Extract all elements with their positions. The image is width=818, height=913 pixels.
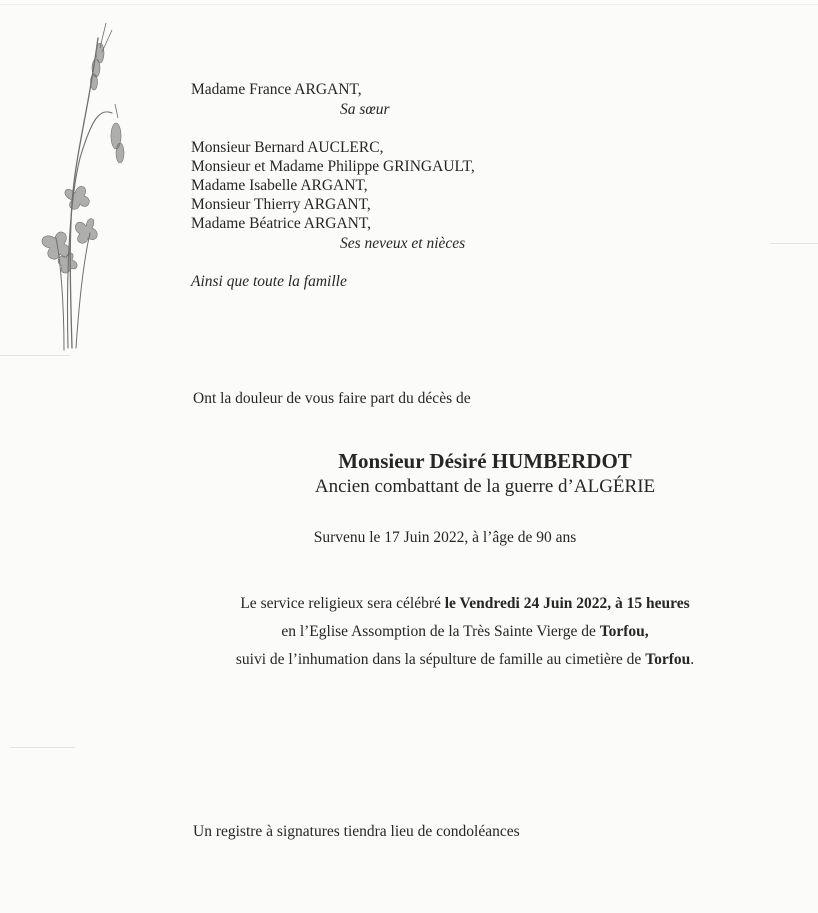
list-item: Monsieur et Madame Philippe GRINGAULT, — [191, 158, 475, 175]
deceased-title: Ancien combattant de la guerre d’ALGÉRIE — [314, 476, 656, 497]
deceased-name: Monsieur Désiré HUMBERDOT — [338, 449, 632, 473]
service-town: Torfou, — [599, 623, 649, 640]
list-item: Monsieur Thierry ARGANT, — [191, 196, 371, 213]
service-line-1 — [120, 594, 810, 613]
announcement-intro: Ont la douleur de vous faire part du décès de — [193, 390, 471, 407]
service-text: Le service religieux sera célébré — [240, 595, 445, 612]
death-info: Survenu le 17 Juin 2022, à l’âge de 90 ans — [313, 529, 577, 546]
service-punctuation: . — [690, 651, 695, 668]
sister-relation: Sa sœur — [340, 101, 390, 118]
service-datetime: le Vendredi 24 Juin 2022, à 15 heures — [444, 595, 690, 612]
wheat-flower-icon — [20, 18, 140, 358]
service-text: suivi de l’inhumation dans la sépulture de famille au cimetière de — [235, 651, 646, 668]
service-line-2 — [120, 622, 810, 641]
service-line-3 — [120, 650, 810, 669]
service-text: en l’Eglise Assomption de la Très Sainte Vierge de — [281, 623, 600, 640]
scan-line — [10, 747, 75, 748]
sister-name: Madame France ARGANT, — [191, 81, 362, 98]
nephews-relation: Ses neveux et nièces — [340, 235, 466, 252]
list-item: Madame Béatrice ARGANT, — [191, 215, 372, 232]
family-note: Ainsi que toute la famille — [191, 273, 347, 290]
scan-line — [770, 243, 818, 244]
scan-line — [0, 4, 818, 5]
list-item: Madame Isabelle ARGANT, — [191, 177, 368, 194]
list-item: Monsieur Bernard AUCLERC, — [191, 139, 384, 156]
cemetery-town: Torfou — [645, 651, 691, 668]
registry-note: Un registre à signatures tiendra lieu de condoléances — [193, 823, 520, 840]
